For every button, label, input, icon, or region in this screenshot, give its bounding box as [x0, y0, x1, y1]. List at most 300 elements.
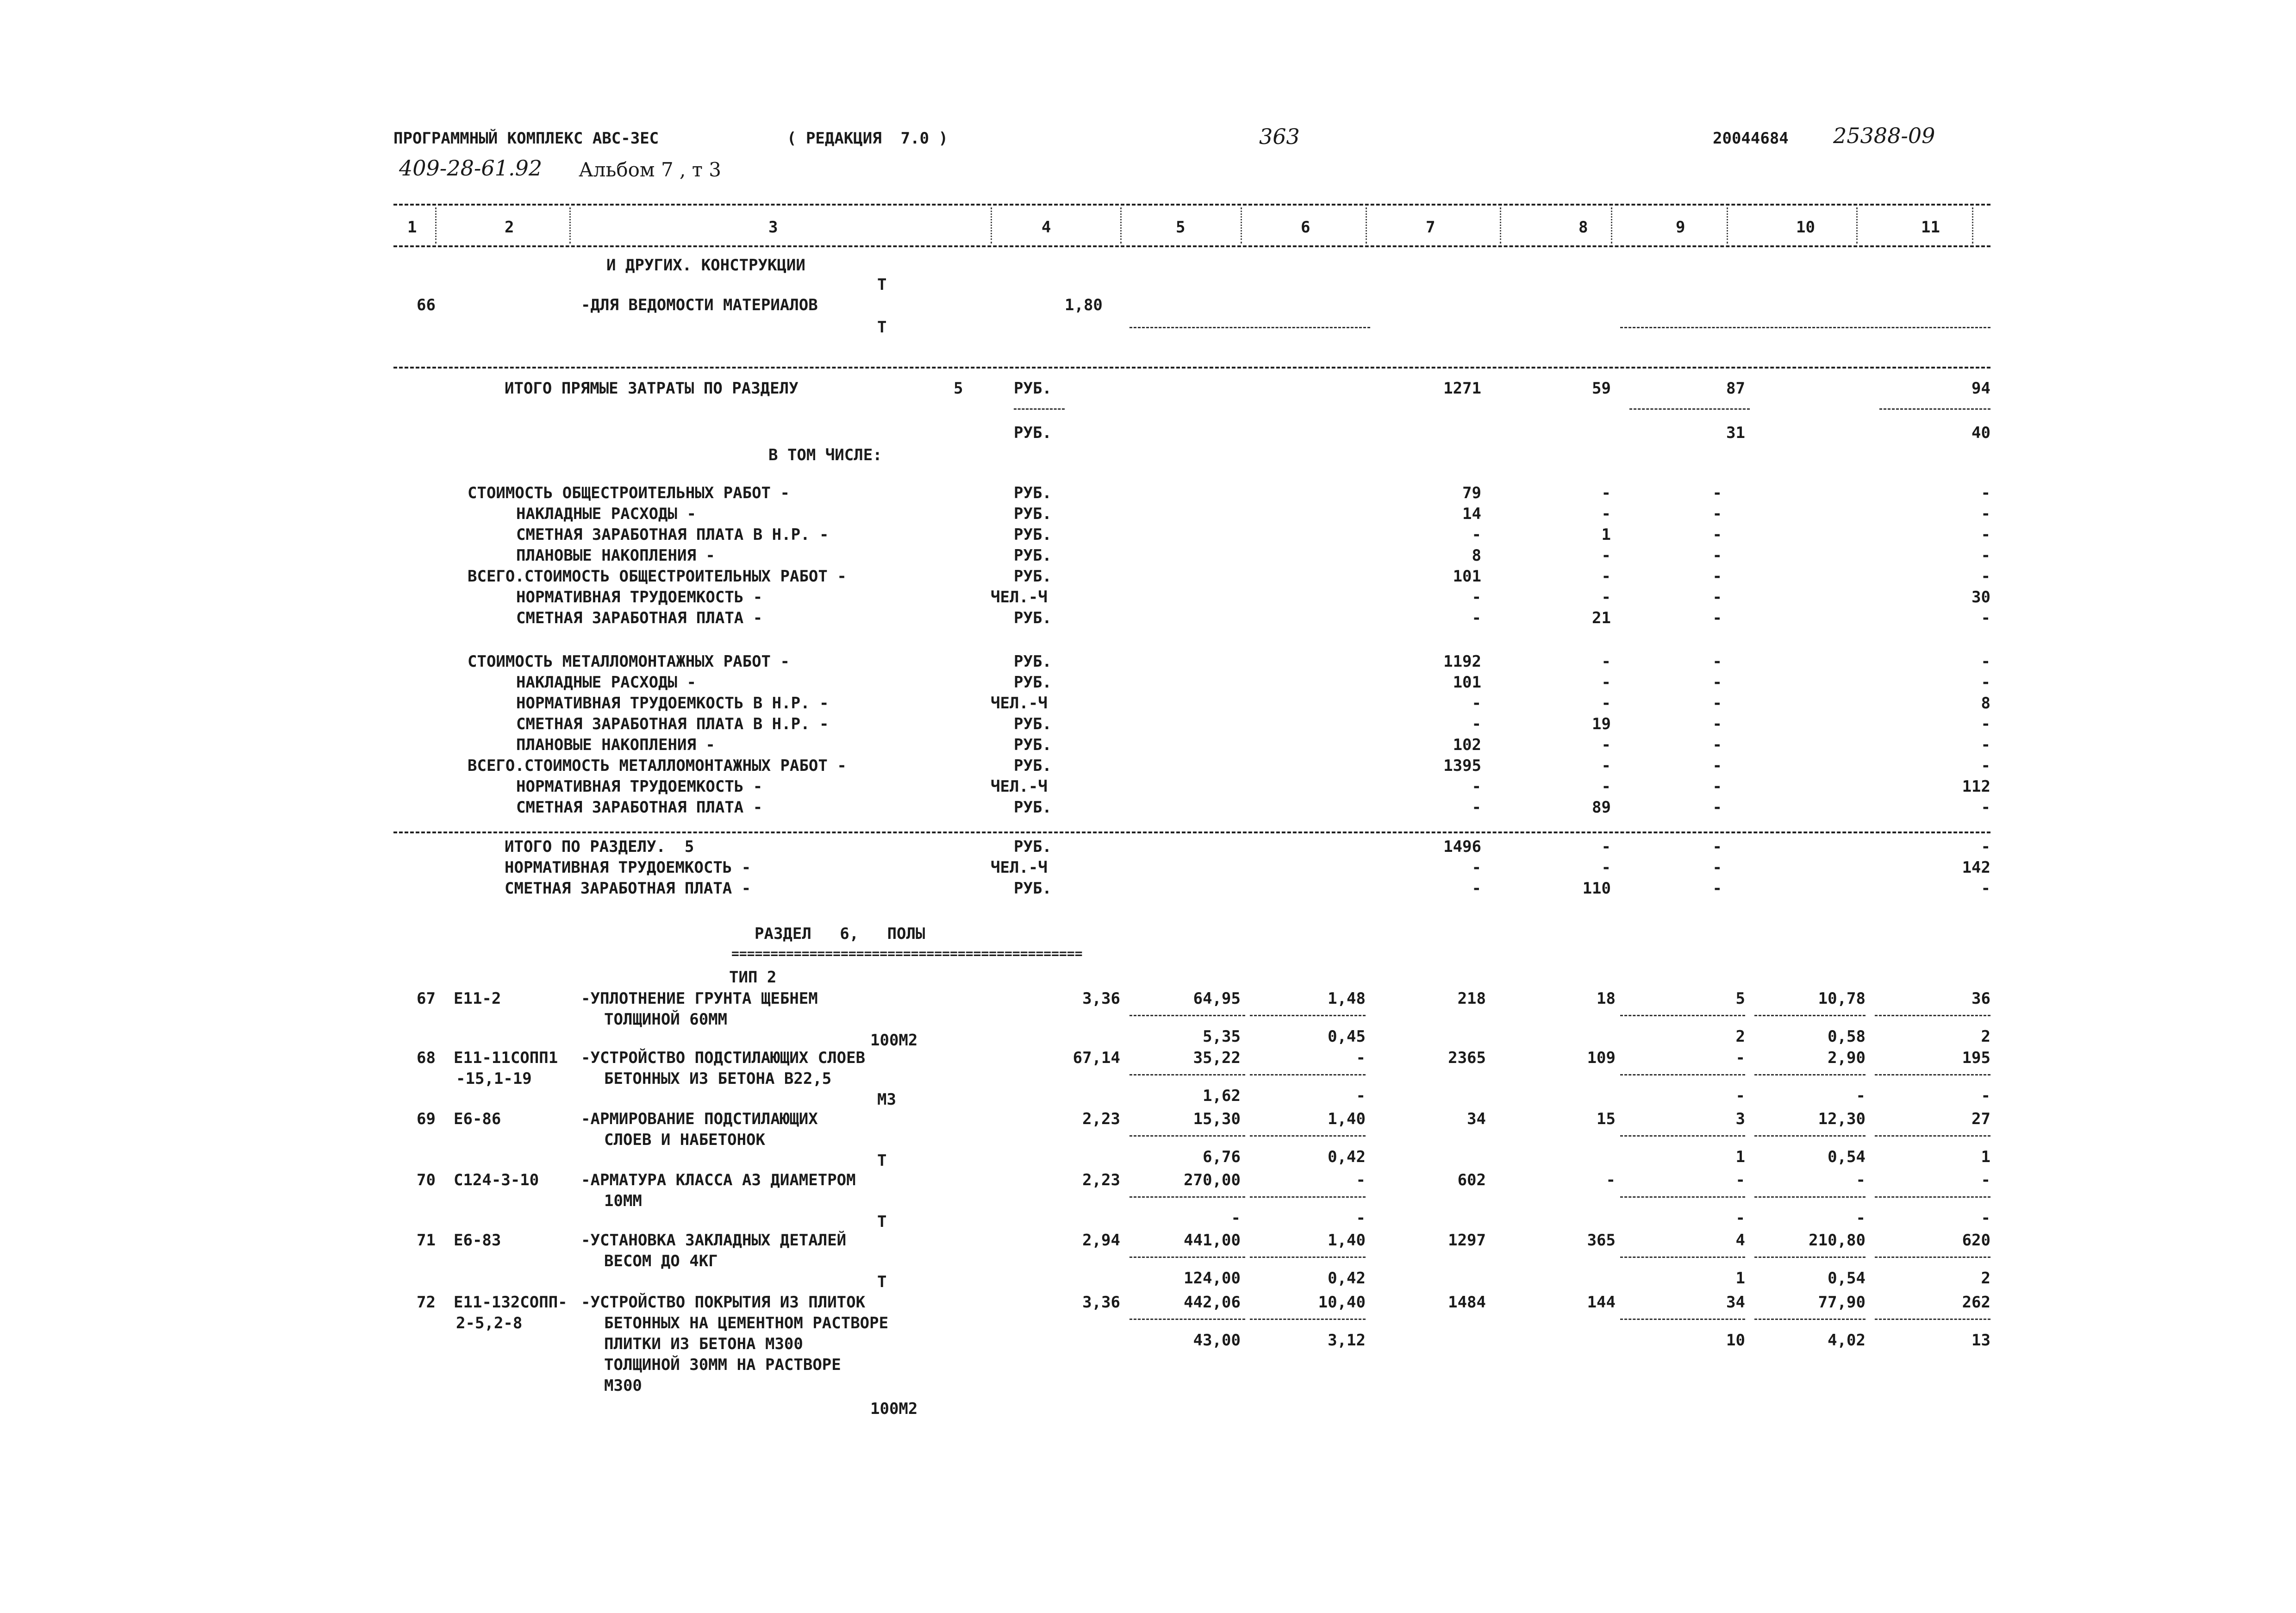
summary-c8: - [1601, 567, 1611, 586]
totals-direct-unit2: РУБ. [1014, 424, 1052, 442]
summary-c8: - [1601, 673, 1611, 692]
item-c6: 1,40 [1328, 1110, 1366, 1128]
item-qty: 3,36 [1082, 1293, 1120, 1312]
summary-c11: - [1981, 715, 1990, 733]
row-66-unit-above: Т [877, 275, 887, 294]
summary-c8: - [1601, 756, 1611, 775]
summary-unit: РУБ. [1014, 838, 1052, 856]
item-name-line: СЛОЕВ И НАБЕТОНОК [604, 1131, 765, 1149]
item-dash-c11 [1875, 1319, 1990, 1320]
summary-c7: 1395 [1443, 756, 1481, 775]
item-c6: - [1356, 1171, 1366, 1189]
item-unit: Т [877, 1151, 887, 1170]
item-c6: 1,48 [1328, 989, 1366, 1008]
item-c8: 109 [1587, 1049, 1616, 1067]
item-c8: 18 [1597, 989, 1616, 1008]
totals-direct-c11b: 40 [1972, 424, 1990, 442]
item-name-line: ТОЛЩИНОЙ 60ММ [604, 1010, 728, 1029]
item-c11: 27 [1972, 1110, 1990, 1128]
item-c5: 270,00 [1184, 1171, 1241, 1189]
item-name-line: ВЕСОМ ДО 4КГ [604, 1252, 718, 1270]
item-c11b: - [1981, 1209, 1990, 1227]
item-c6b: - [1356, 1209, 1366, 1227]
column-number: 3 [768, 218, 778, 237]
summary-c8: - [1601, 838, 1611, 856]
summary-c8: - [1601, 546, 1611, 565]
item-num: 69 [417, 1110, 436, 1128]
item-dash-c6 [1250, 1135, 1366, 1137]
item-dash-c6 [1250, 1257, 1366, 1258]
item-c7: 218 [1457, 989, 1486, 1008]
item-code: Е6-86 [454, 1110, 501, 1128]
column-separator [569, 207, 571, 244]
summary-c8: 89 [1592, 798, 1611, 817]
summary-unit: РУБ. [1014, 756, 1052, 775]
totals-direct-label: ИТОГО ПРЯМЫЕ ЗАТРАТЫ ПО РАЗДЕЛУ [505, 379, 799, 398]
summary-c9: - [1712, 525, 1722, 544]
item-dash-c9 [1620, 1196, 1745, 1198]
summary-unit: РУБ. [1014, 736, 1052, 754]
item-c5: 64,95 [1193, 989, 1241, 1008]
column-separator [1241, 207, 1242, 244]
item-c10b: 0,54 [1828, 1148, 1866, 1166]
summary-unit: РУБ. [1014, 673, 1052, 692]
summary-c9: - [1712, 715, 1722, 733]
item-c6b: 0,45 [1328, 1027, 1366, 1046]
section-rule-1 [393, 367, 1990, 369]
summary-c9: - [1712, 694, 1722, 713]
summary-c11: - [1981, 798, 1990, 817]
summary-unit: РУБ. [1014, 505, 1052, 523]
item-dash-c5 [1129, 1015, 1245, 1016]
item-c9: 5 [1735, 989, 1745, 1008]
item-dash-c5 [1129, 1319, 1245, 1320]
summary-label: НОРМАТИВНАЯ ТРУДОЕМКОСТЬ - [505, 858, 751, 877]
item-qty: 67,14 [1073, 1049, 1120, 1067]
item-dash-c10 [1754, 1196, 1866, 1198]
summary-unit: РУБ. [1014, 609, 1052, 627]
summary-unit: РУБ. [1014, 484, 1052, 502]
item-c9: - [1735, 1171, 1745, 1189]
summary-c8: 1 [1601, 525, 1611, 544]
item-c6: 10,40 [1318, 1293, 1366, 1312]
summary-label: ИТОГО ПО РАЗДЕЛУ. 5 [505, 838, 694, 856]
item-c6: 1,40 [1328, 1231, 1366, 1250]
item-dash-c5 [1129, 1074, 1245, 1075]
item-code: С124-3-10 [454, 1171, 539, 1189]
summary-c9: - [1712, 736, 1722, 754]
summary-c7: 1192 [1443, 652, 1481, 671]
item-dash-c10 [1754, 1135, 1866, 1137]
item-c10: 12,30 [1818, 1110, 1866, 1128]
item-c10b: - [1856, 1087, 1866, 1105]
item-dash-c11 [1875, 1257, 1990, 1258]
item-dash-c9 [1620, 1074, 1745, 1075]
item-dash-c11 [1875, 1015, 1990, 1016]
column-number: 6 [1301, 218, 1310, 237]
summary-c7: 14 [1462, 505, 1481, 523]
summary-unit: ЧЕЛ.-Ч [991, 694, 1048, 713]
item-c7: 34 [1467, 1110, 1486, 1128]
item-c11b: 13 [1972, 1331, 1990, 1350]
column-separator [1727, 207, 1728, 244]
item-dash-c6 [1250, 1015, 1366, 1016]
summary-c8: - [1601, 694, 1611, 713]
item-c8: 365 [1587, 1231, 1616, 1250]
column-separator [1611, 207, 1612, 244]
item-name-line: БЕТОННЫХ ИЗ БЕТОНА В22,5 [604, 1069, 832, 1088]
summary-label: НАКЛАДНЫЕ РАСХОДЫ - [516, 673, 696, 692]
summary-c8: - [1601, 588, 1611, 606]
item-unit: 100М2 [870, 1031, 918, 1050]
item-dash-c10 [1754, 1257, 1866, 1258]
item-c5: 441,00 [1184, 1231, 1241, 1250]
summary-label: ВСЕГО.СТОИМОСТЬ МЕТАЛЛОМОНТАЖНЫХ РАБОТ - [468, 756, 847, 775]
summary-label: СМЕТНАЯ ЗАРАБОТНАЯ ПЛАТА В Н.Р. - [516, 715, 829, 733]
item-c9: 4 [1735, 1231, 1745, 1250]
summary-c7: - [1472, 588, 1481, 606]
summary-unit: РУБ. [1014, 798, 1052, 817]
summary-unit: РУБ. [1014, 567, 1052, 586]
item-dash-c5 [1129, 1257, 1245, 1258]
handwritten-number: 25388-09 [1833, 123, 1935, 148]
item-c11b: 2 [1981, 1269, 1990, 1288]
summary-c11: - [1981, 525, 1990, 544]
summary-c11: 8 [1981, 694, 1990, 713]
item-name-line: ТОЛЩИНОЙ 30ММ НА РАСТВОРЕ [604, 1356, 841, 1374]
section6-underline: ============================================= [731, 946, 1083, 961]
column-separator [991, 207, 992, 244]
item-num: 71 [417, 1231, 436, 1250]
item-name-line: -УСТАНОВКА ЗАКЛАДНЫХ ДЕТАЛЕЙ [581, 1231, 847, 1250]
totals-direct-c9-dash [1629, 408, 1750, 410]
summary-label: НОРМАТИВНАЯ ТРУДОЕМКОСТЬ - [516, 588, 763, 606]
totals-direct-unit: РУБ. [1014, 379, 1052, 398]
item-c9b: 10 [1726, 1331, 1745, 1350]
item-c5b: 1,62 [1203, 1087, 1241, 1105]
summary-label: СМЕТНАЯ ЗАРАБОТНАЯ ПЛАТА В Н.Р. - [516, 525, 829, 544]
item-c10b: - [1856, 1209, 1866, 1227]
column-separator [1856, 207, 1858, 244]
item-qty: 2,94 [1082, 1231, 1120, 1250]
summary-c9: - [1712, 798, 1722, 817]
column-number: 4 [1042, 218, 1051, 237]
item-c9b: 1 [1735, 1269, 1745, 1288]
item-name-line: -УСТРОЙСТВО ПОДСТИЛАЮЩИХ СЛОЕВ [581, 1049, 866, 1067]
album-label: Альбом 7 , т 3 [579, 158, 722, 181]
item-c6b: 3,12 [1328, 1331, 1366, 1350]
summary-unit: РУБ. [1014, 879, 1052, 898]
edition-label: ( РЕДАКЦИЯ 7.0 ) [787, 129, 948, 148]
column-number: 11 [1921, 218, 1940, 237]
item-name-line: БЕТОННЫХ НА ЦЕМЕНТНОМ РАСТВОРЕ [604, 1314, 889, 1332]
summary-c8: - [1601, 736, 1611, 754]
summary-c8: 19 [1592, 715, 1611, 733]
item-dash-c10 [1754, 1319, 1866, 1320]
summary-c7: 1496 [1443, 838, 1481, 856]
summary-c7: - [1472, 715, 1481, 733]
item-c9: 3 [1735, 1110, 1745, 1128]
item-dash-c10 [1754, 1015, 1866, 1016]
item-name-line: 10ММ [604, 1192, 642, 1210]
summary-c8: - [1601, 858, 1611, 877]
item-dash-c11 [1875, 1135, 1990, 1137]
summary-unit: РУБ. [1014, 715, 1052, 733]
item-c7: 2365 [1448, 1049, 1486, 1067]
item-c7: 1484 [1448, 1293, 1486, 1312]
summary-c7: 101 [1453, 567, 1481, 586]
summary-c8: - [1601, 484, 1611, 502]
summary-c9: - [1712, 673, 1722, 692]
section-rule-2 [393, 832, 1990, 833]
item-name-line: -УСТРОЙСТВО ПОКРЫТИЯ ИЗ ПЛИТОК [581, 1293, 866, 1312]
section6-title: РАЗДЕЛ 6, ПОЛЫ [755, 925, 925, 943]
item-dash-c6 [1250, 1319, 1366, 1320]
column-number: 9 [1676, 218, 1685, 237]
item-unit: М3 [877, 1090, 896, 1109]
summary-label: СМЕТНАЯ ЗАРАБОТНАЯ ПЛАТА - [505, 879, 751, 898]
row-66-qty: 1,80 [1065, 296, 1103, 314]
item-c8: 144 [1587, 1293, 1616, 1312]
item-c6b: - [1356, 1087, 1366, 1105]
item-dash-c9 [1620, 1257, 1745, 1258]
item-code: Е6-83 [454, 1231, 501, 1250]
header-rule-bottom [393, 245, 1990, 247]
column-number: 5 [1176, 218, 1185, 237]
summary-c8: - [1601, 652, 1611, 671]
summary-c9: - [1712, 505, 1722, 523]
summary-c9: - [1712, 858, 1722, 877]
item-c5b: 6,76 [1203, 1148, 1241, 1166]
summary-c11: - [1981, 736, 1990, 754]
item-c5b: 5,35 [1203, 1027, 1241, 1046]
totals-direct-unit-dash [1014, 408, 1065, 410]
totals-direct-c7: 1271 [1443, 379, 1481, 398]
summary-unit: ЧЕЛ.-Ч [991, 588, 1048, 606]
item-c11: 620 [1962, 1231, 1990, 1250]
summary-c7: 79 [1462, 484, 1481, 502]
summary-c7: 101 [1453, 673, 1481, 692]
summary-c11: - [1981, 838, 1990, 856]
column-separator [1972, 207, 1973, 244]
item-dash-c6 [1250, 1196, 1366, 1198]
item-dash-c5 [1129, 1135, 1245, 1137]
item-c10: 210,80 [1809, 1231, 1866, 1250]
handwritten-ref: 409-28-61.92 [399, 156, 543, 181]
summary-c9: - [1712, 484, 1722, 502]
summary-c11: - [1981, 567, 1990, 586]
summary-c7: - [1472, 858, 1481, 877]
item-qty: 2,23 [1082, 1171, 1120, 1189]
item-c11b: - [1981, 1087, 1990, 1105]
item-c10: 10,78 [1818, 989, 1866, 1008]
summary-c9: - [1712, 546, 1722, 565]
row-66-num: 66 [417, 296, 436, 314]
item-num: 67 [417, 989, 436, 1008]
summary-label: ВСЕГО.СТОИМОСТЬ ОБЩЕСТРОИТЕЛЬНЫХ РАБОТ - [468, 567, 847, 586]
continued-title: И ДРУГИХ. КОНСТРУКЦИИ [606, 256, 805, 275]
summary-c8: - [1601, 505, 1611, 523]
summary-label: ПЛАНОВЫЕ НАКОПЛЕНИЯ - [516, 546, 715, 565]
summary-unit: РУБ. [1014, 525, 1052, 544]
doc-code: 20044684 [1713, 129, 1789, 148]
item-c11: 195 [1962, 1049, 1990, 1067]
column-separator [435, 207, 437, 244]
summary-label: СТОИМОСТЬ МЕТАЛЛОМОНТАЖНЫХ РАБОТ - [468, 652, 790, 671]
item-c9b: 2 [1735, 1027, 1745, 1046]
item-c7: 1297 [1448, 1231, 1486, 1250]
column-number: 7 [1426, 218, 1435, 237]
item-dash-c10 [1754, 1074, 1866, 1075]
item-c5b: 43,00 [1193, 1331, 1241, 1350]
summary-unit: ЧЕЛ.-Ч [991, 858, 1048, 877]
item-c8: - [1606, 1171, 1616, 1189]
item-c7: 602 [1457, 1171, 1486, 1189]
item-num: 70 [417, 1171, 436, 1189]
summary-c11: - [1981, 505, 1990, 523]
summary-unit: РУБ. [1014, 546, 1052, 565]
summary-c9: - [1712, 756, 1722, 775]
item-unit: 100М2 [870, 1400, 918, 1418]
item-c8: 15 [1597, 1110, 1616, 1128]
item-c6: - [1356, 1049, 1366, 1067]
item-name-line: ПЛИТКИ ИЗ БЕТОНА М300 [604, 1335, 803, 1353]
summary-c9: - [1712, 838, 1722, 856]
item-c11: 36 [1972, 989, 1990, 1008]
including-label: В ТОМ ЧИСЛЕ: [768, 446, 882, 464]
summary-c11: - [1981, 652, 1990, 671]
summary-c8: - [1601, 777, 1611, 796]
item-dash-c11 [1875, 1074, 1990, 1075]
section6-type: ТИП 2 [729, 968, 777, 987]
item-code: Е11-11СОПП1 [454, 1049, 558, 1067]
item-name-line: -АРМИРОВАНИЕ ПОДСТИЛАЮЩИХ [581, 1110, 818, 1128]
item-c6b: 0,42 [1328, 1148, 1366, 1166]
summary-c11: - [1981, 609, 1990, 627]
item-num: 72 [417, 1293, 436, 1312]
summary-c7: 102 [1453, 736, 1481, 754]
summary-label: НОРМАТИВНАЯ ТРУДОЕМКОСТЬ В Н.Р. - [516, 694, 829, 713]
item-dash-c9 [1620, 1135, 1745, 1137]
summary-label: СТОИМОСТЬ ОБЩЕСТРОИТЕЛЬНЫХ РАБОТ - [468, 484, 790, 502]
totals-direct-c11: 94 [1972, 379, 1990, 398]
summary-c11: - [1981, 756, 1990, 775]
summary-c9: - [1712, 879, 1722, 898]
totals-direct-section: 5 [954, 379, 963, 398]
summary-unit: РУБ. [1014, 652, 1052, 671]
item-name-line: М300 [604, 1376, 642, 1395]
item-c9b: - [1735, 1087, 1745, 1105]
column-number: 10 [1796, 218, 1815, 237]
item-dash-c9 [1620, 1319, 1745, 1320]
summary-c7: - [1472, 694, 1481, 713]
item-c10: 77,90 [1818, 1293, 1866, 1312]
item-unit: Т [877, 1273, 887, 1291]
summary-label: НОРМАТИВНАЯ ТРУДОЕМКОСТЬ - [516, 777, 763, 796]
item-c5: 15,30 [1193, 1110, 1241, 1128]
item-dash-c5 [1129, 1196, 1245, 1198]
summary-c7: - [1472, 525, 1481, 544]
header-rule-top [393, 204, 1990, 206]
totals-direct-c8: 59 [1592, 379, 1611, 398]
item-c9: - [1735, 1049, 1745, 1067]
item-c9: 34 [1726, 1293, 1745, 1312]
summary-c7: - [1472, 798, 1481, 817]
item-unit: Т [877, 1213, 887, 1231]
item-c10: - [1856, 1171, 1866, 1189]
summary-c11: 142 [1962, 858, 1990, 877]
item-c10b: 0,58 [1828, 1027, 1866, 1046]
item-c5: 35,22 [1193, 1049, 1241, 1067]
item-c11b: 2 [1981, 1027, 1990, 1046]
item-c10: 2,90 [1828, 1049, 1866, 1067]
row-66-dash-56 [1129, 327, 1370, 328]
item-code: Е11-132СОПП- [454, 1293, 568, 1312]
totals-direct-c9: 87 [1726, 379, 1745, 398]
item-c11: - [1981, 1171, 1990, 1189]
item-qty: 2,23 [1082, 1110, 1120, 1128]
summary-c11: 30 [1972, 588, 1990, 606]
column-separator [1500, 207, 1501, 244]
item-dash-c9 [1620, 1015, 1745, 1016]
summary-c8: 21 [1592, 609, 1611, 627]
item-name-line: -УПЛОТНЕНИЕ ГРУНТА ЩЕБНЕМ [581, 989, 818, 1008]
summary-c11: - [1981, 484, 1990, 502]
item-c5: 442,06 [1184, 1293, 1241, 1312]
summary-c11: 112 [1962, 777, 1990, 796]
item-code2: 2-5,2-8 [456, 1314, 523, 1332]
summary-c7: - [1472, 777, 1481, 796]
totals-direct-c9b: 31 [1726, 424, 1745, 442]
summary-unit: ЧЕЛ.-Ч [991, 777, 1048, 796]
summary-c7: - [1472, 609, 1481, 627]
item-c10b: 0,54 [1828, 1269, 1866, 1288]
item-c11b: 1 [1981, 1148, 1990, 1166]
item-c11: 262 [1962, 1293, 1990, 1312]
summary-c11: - [1981, 879, 1990, 898]
totals-direct-c11-dash [1879, 408, 1990, 410]
summary-label: НАКЛАДНЫЕ РАСХОДЫ - [516, 505, 696, 523]
summary-c9: - [1712, 652, 1722, 671]
item-name-line: -АРМАТУРА КЛАССА А3 ДИАМЕТРОМ [581, 1171, 856, 1189]
program-name: ПРОГРАММНЫЙ КОМПЛЕКС АВС-3ЕС [393, 129, 659, 148]
summary-c7: - [1472, 879, 1481, 898]
summary-c11: - [1981, 546, 1990, 565]
row-66-unit-below: Т [877, 318, 887, 337]
summary-c9: - [1712, 777, 1722, 796]
summary-label: ПЛАНОВЫЕ НАКОПЛЕНИЯ - [516, 736, 715, 754]
summary-c7: 8 [1472, 546, 1481, 565]
column-number: 2 [505, 218, 514, 237]
summary-c9: - [1712, 567, 1722, 586]
summary-c9: - [1712, 588, 1722, 606]
item-code: Е11-2 [454, 989, 501, 1008]
summary-c11: - [1981, 673, 1990, 692]
column-separator [1120, 207, 1122, 244]
column-number: 1 [407, 218, 417, 237]
item-c5b: - [1231, 1209, 1241, 1227]
summary-label: СМЕТНАЯ ЗАРАБОТНАЯ ПЛАТА - [516, 798, 763, 817]
item-qty: 3,36 [1082, 989, 1120, 1008]
summary-label: СМЕТНАЯ ЗАРАБОТНАЯ ПЛАТА - [516, 609, 763, 627]
item-c5b: 124,00 [1184, 1269, 1241, 1288]
item-dash-c6 [1250, 1074, 1366, 1075]
item-c9b: - [1735, 1209, 1745, 1227]
item-c10b: 4,02 [1828, 1331, 1866, 1350]
item-c9b: 1 [1735, 1148, 1745, 1166]
page-number: 363 [1259, 124, 1300, 149]
column-separator [1366, 207, 1367, 244]
